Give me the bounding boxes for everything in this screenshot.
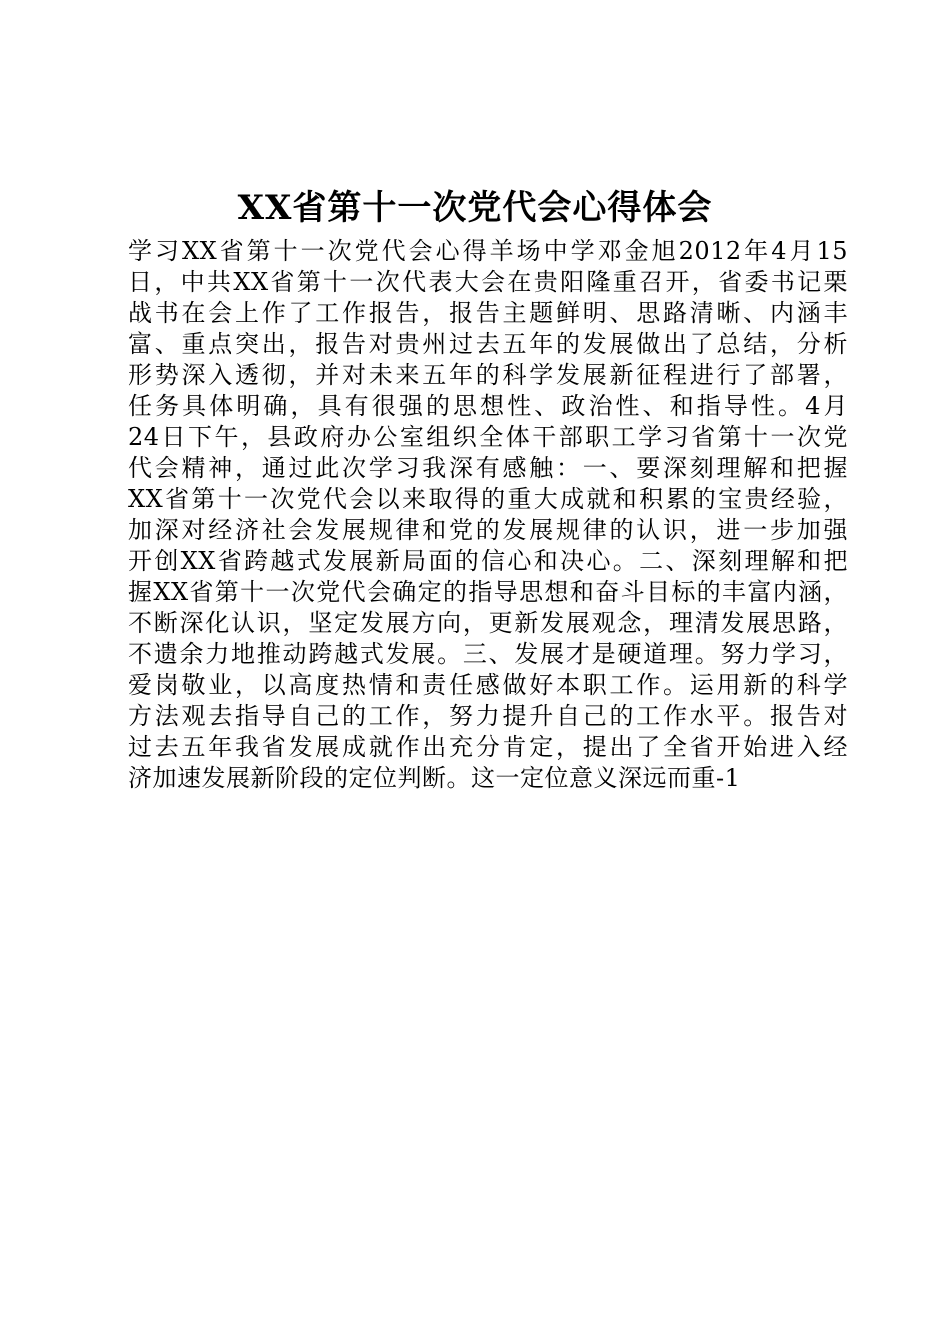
body-line: 爱岗敬业，以高度热情和责任感做好本职工作。运用新的科学 (128, 671, 848, 699)
body-line: 代会精神，通过此次学习我深有感触：一、要深刻理解和把握 (128, 454, 848, 482)
body-line: 任务具体明确，具有很强的思想性、政治性、和指导性。4月 (128, 392, 848, 420)
body-line: 加深对经济社会发展规律和党的发展规律的认识，进一步加强 (128, 516, 848, 544)
body-line: XX省第十一次党代会以来取得的重大成就和积累的宝贵经验， (128, 485, 848, 513)
body-line: 24日下午，县政府办公室组织全体干部职工学习省第十一次党 (128, 423, 848, 451)
body-line: 日，中共XX省第十一次代表大会在贵阳隆重召开，省委书记栗 (128, 268, 848, 296)
body-line: 过去五年我省发展成就作出充分肯定，提出了全省开始进入经 (128, 733, 848, 761)
body-line: 济加速发展新阶段的定位判断。这一定位意义深远而重-1 (128, 764, 741, 792)
body-line: 不遗余力地推动跨越式发展。三、发展才是硬道理。努力学习， (128, 640, 848, 668)
body-line: 富、重点突出，报告对贵州过去五年的发展做出了总结，分析 (128, 330, 848, 358)
document-title: XX省第十一次党代会心得体会 (237, 188, 713, 228)
body-line: 学习XX省第十一次党代会心得羊场中学邓金旭2012年4月15 (128, 237, 848, 265)
body-line: 开创XX省跨越式发展新局面的信心和决心。二、深刻理解和把 (128, 547, 848, 575)
body-line: 战书在会上作了工作报告，报告主题鲜明、思路清晰、内涵丰 (128, 299, 848, 327)
body-line: 握XX省第十一次党代会确定的指导思想和奋斗目标的丰富内涵， (128, 578, 848, 606)
body-line: 方法观去指导自己的工作，努力提升自己的工作水平。报告对 (128, 702, 848, 730)
document-body (128, 236, 848, 794)
body-line: 不断深化认识，坚定发展方向，更新发展观念，理清发展思路， (128, 609, 848, 637)
body-line: 形势深入透彻，并对未来五年的科学发展新征程进行了部署， (128, 361, 848, 389)
